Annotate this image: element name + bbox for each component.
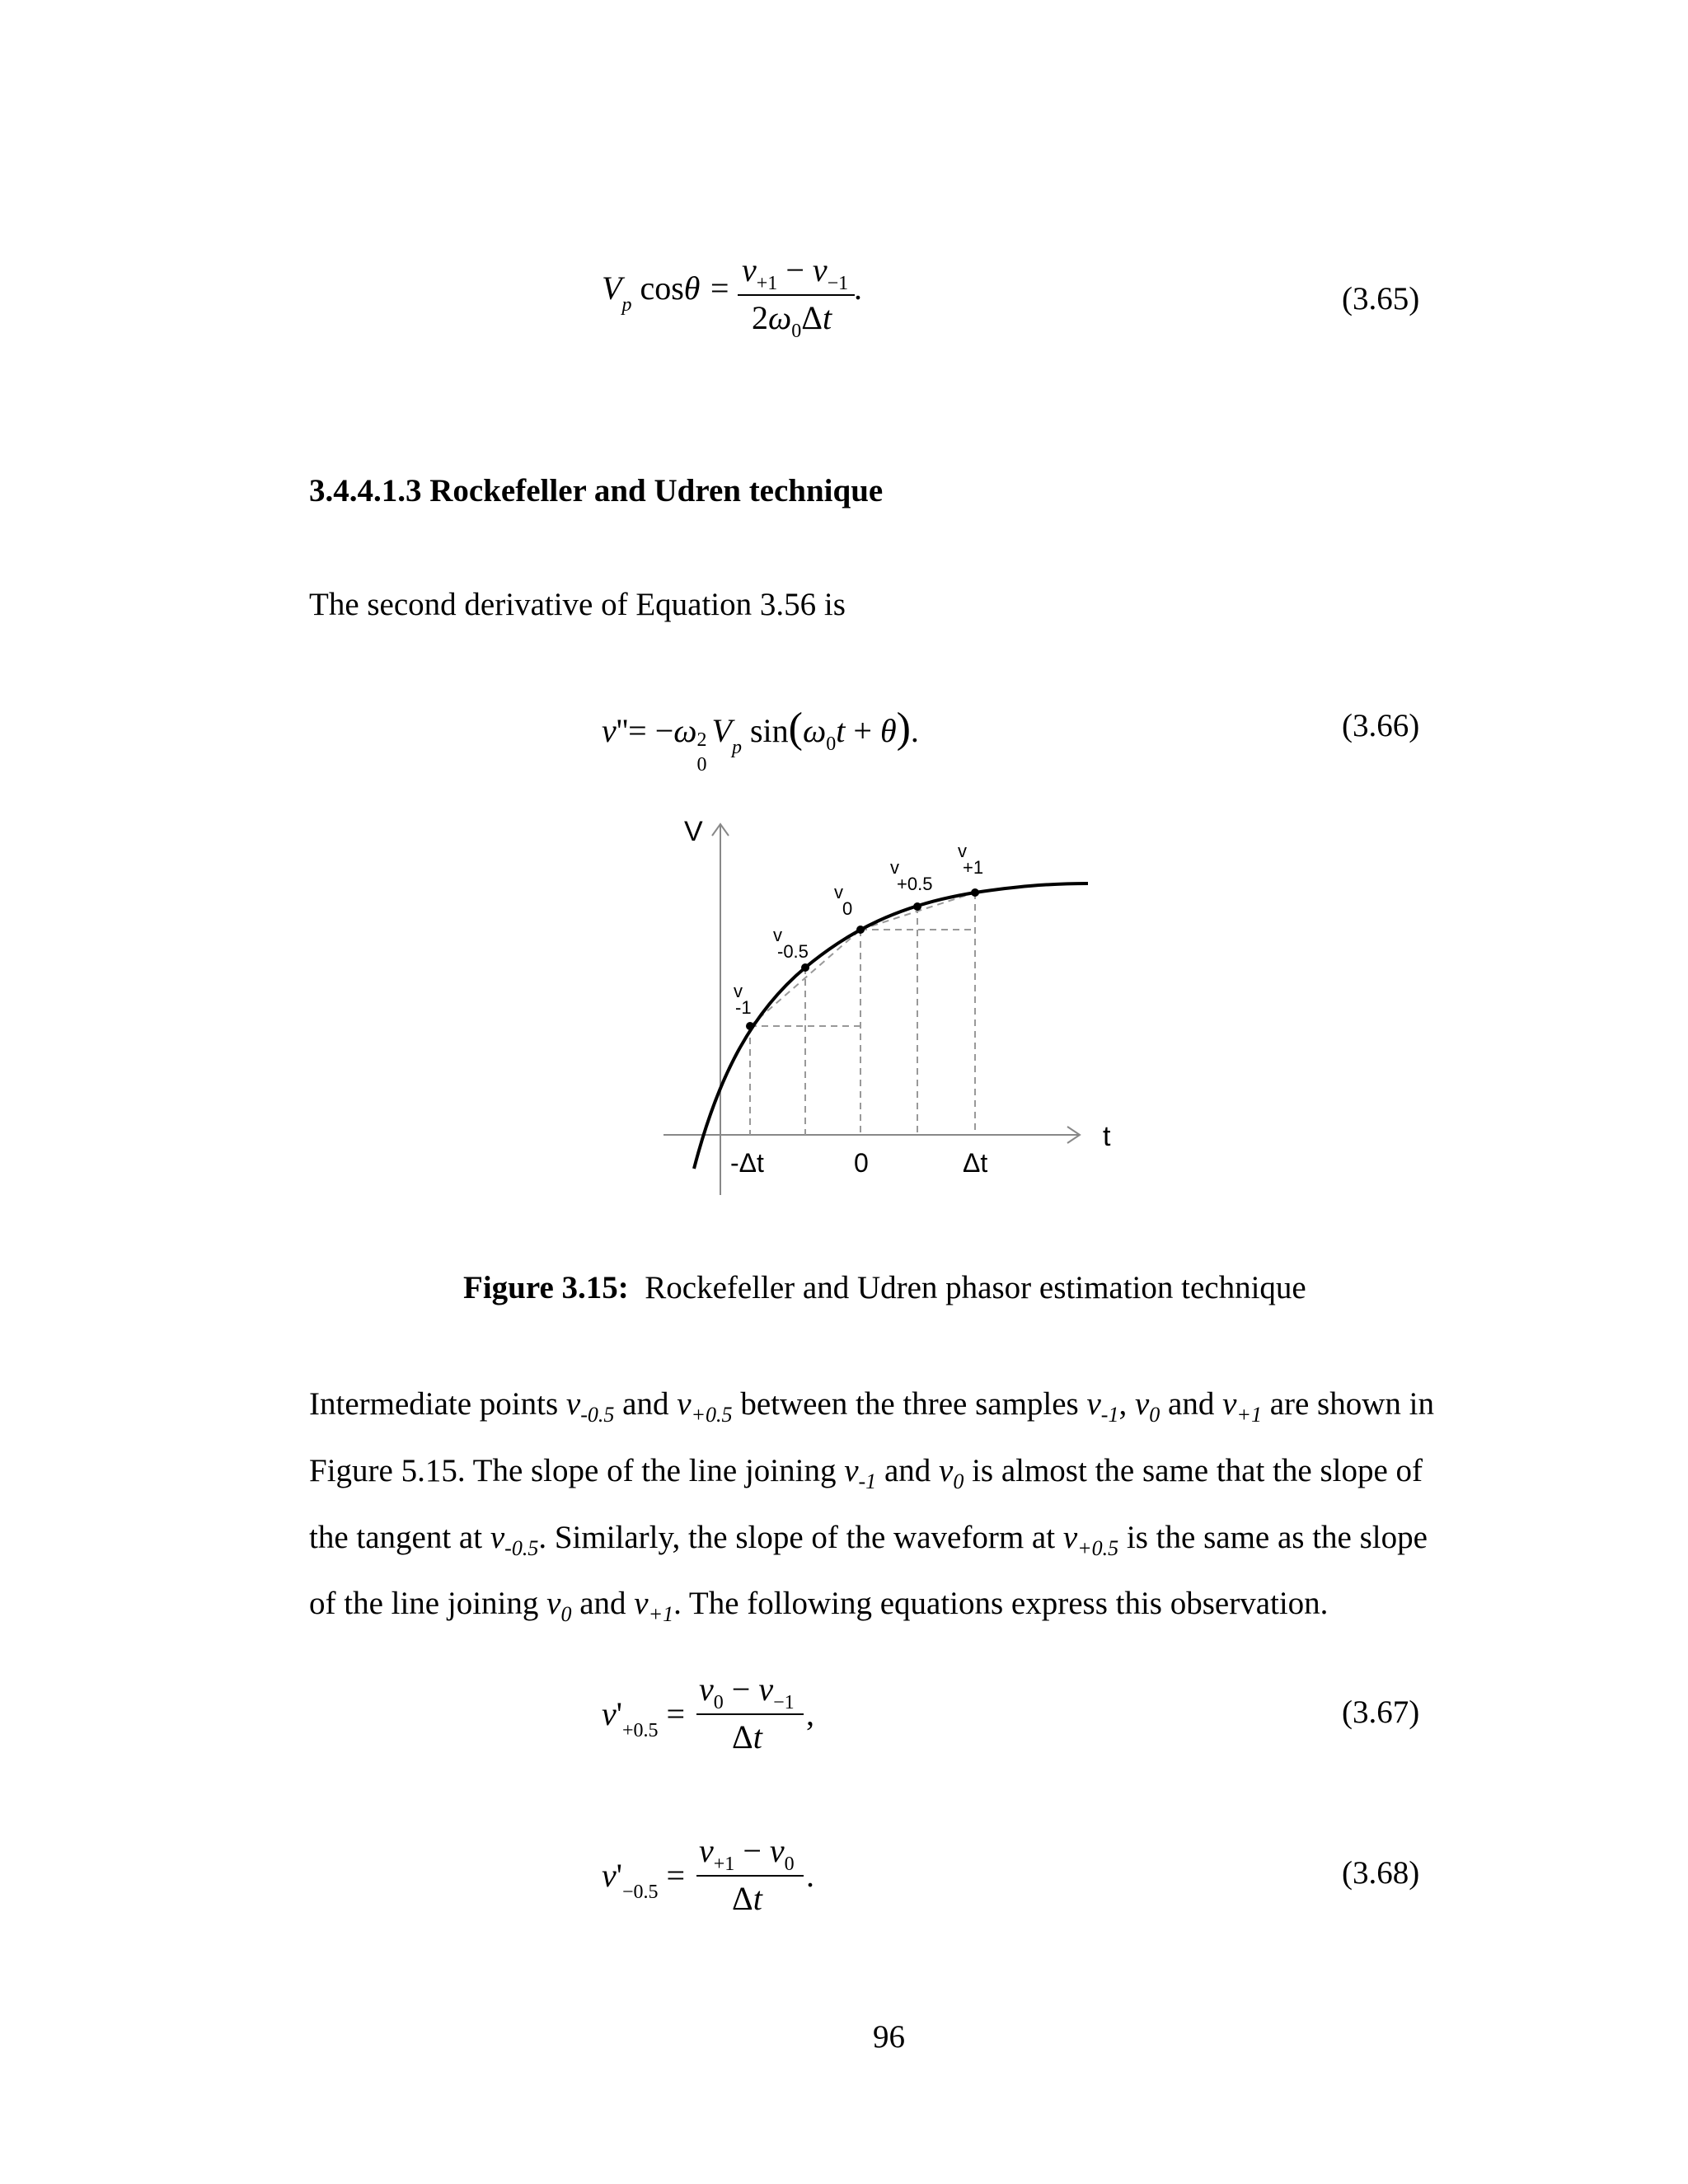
sample-point bbox=[856, 926, 865, 934]
para-text: is almost the same that the slope of bbox=[964, 1452, 1423, 1488]
point-label-main: v bbox=[890, 857, 899, 878]
point-label-main: v bbox=[958, 841, 967, 861]
figure-waveform bbox=[651, 816, 1129, 1203]
para-text: and bbox=[614, 1386, 678, 1422]
para-variable: v bbox=[844, 1452, 859, 1488]
para-text: and bbox=[876, 1452, 939, 1488]
para-text: Figure 5.15. The slope of the line joining bbox=[309, 1452, 845, 1488]
para-text: and bbox=[1160, 1386, 1223, 1422]
para-variable: v bbox=[546, 1586, 561, 1622]
para-subscript: -0.5 bbox=[504, 1535, 539, 1560]
sample-point bbox=[801, 963, 809, 972]
para-subscript: +1 bbox=[1236, 1402, 1262, 1427]
figure-caption bbox=[463, 1269, 1306, 1306]
para-variable: v bbox=[677, 1386, 692, 1422]
equation-number: (3.65) bbox=[1342, 281, 1420, 316]
axis-label-t: t bbox=[1103, 1121, 1111, 1152]
equation-number: (3.66) bbox=[1342, 708, 1420, 743]
para-text: and bbox=[571, 1586, 635, 1622]
equation-number: (3.67) bbox=[1342, 1694, 1420, 1730]
caption-label: Figure 3.15: bbox=[463, 1270, 629, 1305]
para-subscript: -0.5 bbox=[580, 1402, 615, 1427]
para-line bbox=[309, 1443, 1479, 1510]
para-text: are shown in bbox=[1261, 1386, 1434, 1422]
point-label-main: v bbox=[773, 925, 782, 945]
para-variable: v bbox=[1086, 1386, 1101, 1422]
paragraph-intro: The second derivative of Equation 3.56 is bbox=[309, 587, 846, 622]
para-subscript: +0.5 bbox=[691, 1402, 733, 1427]
tick-label: 0 bbox=[854, 1148, 869, 1178]
para-text: Intermediate points bbox=[309, 1386, 566, 1422]
page-number: 96 bbox=[873, 2019, 905, 2055]
para-variable: v bbox=[939, 1452, 954, 1488]
para-variable: v bbox=[565, 1386, 581, 1422]
point-label-main: v bbox=[734, 981, 743, 1001]
tick-label: -Δt bbox=[730, 1148, 764, 1178]
para-variable: v bbox=[490, 1519, 505, 1555]
para-subscript: 0 bbox=[953, 1469, 964, 1493]
sample-point bbox=[746, 1022, 754, 1030]
para-line bbox=[309, 1376, 1479, 1443]
para-subscript: -1 bbox=[858, 1469, 877, 1493]
para-subscript: 0 bbox=[1149, 1402, 1160, 1427]
caption-text: Rockefeller and Udren phasor estimation technique bbox=[645, 1270, 1306, 1305]
point-label-sub: +0.5 bbox=[897, 874, 933, 894]
para-subscript: +1 bbox=[648, 1602, 674, 1627]
para-line bbox=[309, 1510, 1479, 1577]
equation-number: (3.68) bbox=[1342, 1855, 1420, 1891]
point-label-main: v bbox=[834, 882, 843, 902]
para-subscript: 0 bbox=[560, 1602, 572, 1627]
para-text: is the same as the slope bbox=[1118, 1519, 1428, 1555]
para-text: , bbox=[1118, 1386, 1135, 1422]
para-line bbox=[309, 1576, 1479, 1643]
sample-point bbox=[971, 888, 979, 897]
para-variable: v bbox=[1134, 1386, 1150, 1422]
para-subscript: -1 bbox=[1100, 1402, 1119, 1427]
tick-label: Δt bbox=[963, 1148, 988, 1178]
para-text: . Similarly, the slope of the waveform at bbox=[538, 1519, 1063, 1555]
section-heading: 3.4.4.1.3 Rockefeller and Udren technique bbox=[309, 473, 884, 509]
para-text: . The following equations express this observation. bbox=[673, 1586, 1329, 1622]
para-variable: v bbox=[634, 1586, 649, 1622]
para-variable: v bbox=[1062, 1519, 1078, 1555]
para-subscript: +0.5 bbox=[1077, 1535, 1119, 1560]
point-label-sub: +1 bbox=[963, 857, 984, 878]
point-label-sub: 0 bbox=[842, 898, 853, 919]
point-label-sub: -0.5 bbox=[777, 941, 809, 962]
para-variable: v bbox=[1222, 1386, 1237, 1422]
para-text: of the line joining bbox=[309, 1586, 547, 1622]
sample-point bbox=[913, 902, 921, 911]
axis-label-v: V bbox=[684, 816, 703, 847]
para-text: the tangent at bbox=[309, 1519, 490, 1555]
paragraph-body bbox=[309, 1376, 1479, 1643]
para-text: between the three samples bbox=[732, 1386, 1087, 1422]
point-label-sub: -1 bbox=[735, 997, 752, 1018]
